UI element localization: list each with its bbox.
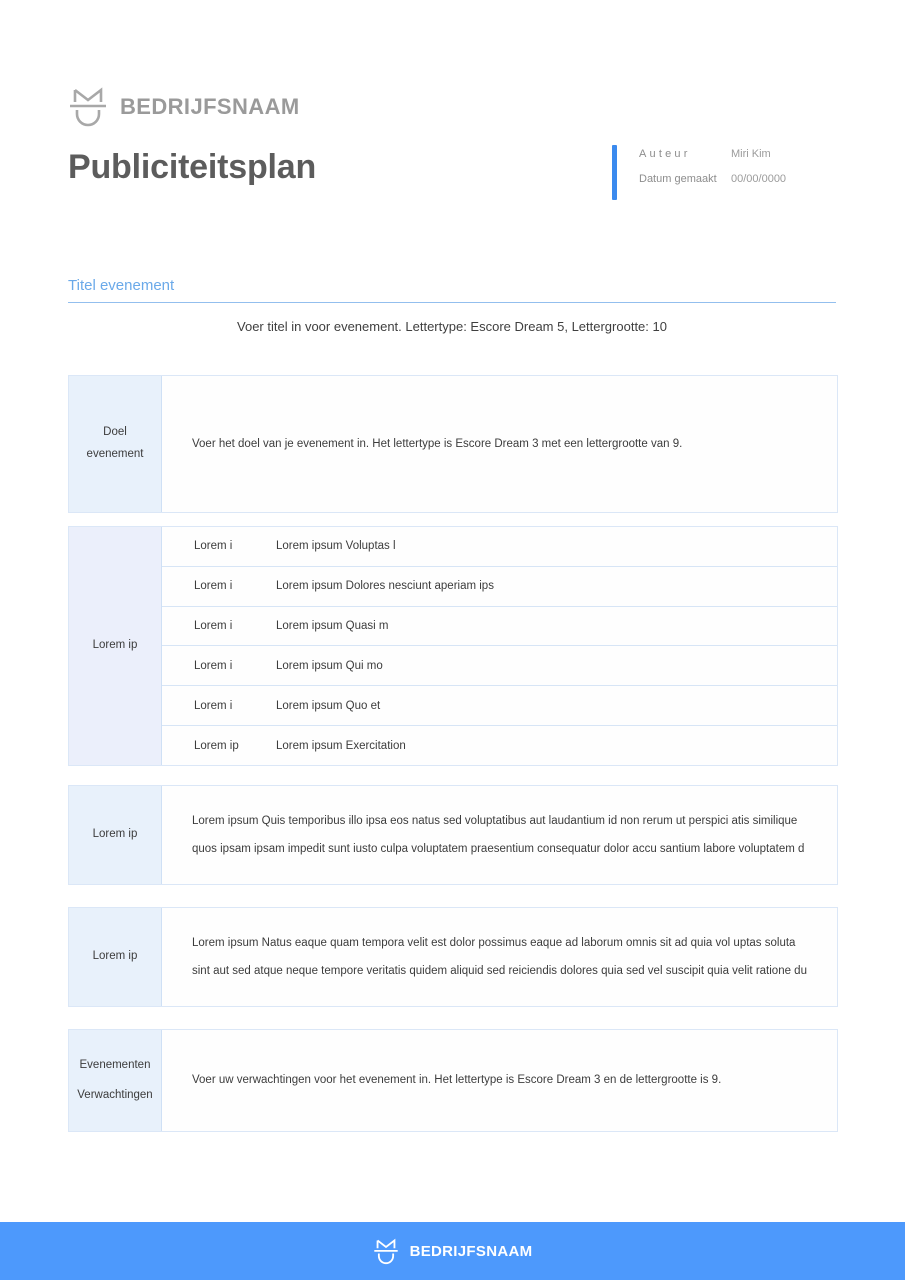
brand-lockup — [68, 84, 858, 130]
lorem-list-table — [162, 527, 837, 765]
field-value-paragraph-2[interactable] — [162, 908, 837, 1006]
table-row[interactable] — [162, 726, 837, 765]
field-row-verwachtingen — [68, 1029, 838, 1132]
section-subtitle: Voer titel in voor evenement. Lettertype: Escore Dream 5, Lettergrootte: 10 — [237, 319, 667, 334]
field-text: Voer uw verwachtingen voor het evenement in. Het lettertype is Escore Dream 3 en de lettergrootte is 9. — [192, 1074, 722, 1087]
table-row[interactable] — [162, 646, 837, 686]
row-value: Lorem ipsum Dolores nesciunt aperiam ips — [276, 580, 494, 593]
date-value: 00/00/0000 — [731, 173, 787, 185]
document-footer — [0, 1222, 905, 1280]
row-key: Lorem i — [194, 620, 233, 633]
field-label-paragraph-1: Lorem ip — [69, 786, 162, 884]
author-label: Auteur — [639, 148, 691, 160]
crest-m-logo-icon — [373, 1237, 399, 1266]
field-label-doel-evenement: Doel evenement — [69, 376, 162, 512]
row-key: Lorem i — [194, 699, 233, 712]
meta-accent-bar — [612, 145, 617, 200]
field-value-verwachtingen[interactable] — [162, 1030, 837, 1131]
table-row[interactable] — [162, 686, 837, 726]
field-row-paragraph-1 — [68, 785, 838, 885]
meta-rows — [639, 145, 786, 200]
field-text: Voer het doel van je evenement in. Het lettertype is Escore Dream 3 met een lettergrootte van 9. — [192, 437, 683, 450]
field-text: Lorem ipsum Quis temporibus illo ipsa eos natus sed voluptatibus aut laudantium id non rerum ut perspici atis similique quos ipsam ipsam impedit sunt iusto culpa voluptatem praesentium consequatur dolor accu santium labore voluptatem d — [192, 814, 805, 855]
brand-name: BEDRIJFSNAAM — [120, 94, 300, 119]
table-row[interactable] — [162, 607, 837, 647]
field-label-verwachtingen — [69, 1030, 162, 1131]
author-value: Miri Kim — [731, 148, 771, 160]
field-label-paragraph-2: Lorem ip — [69, 908, 162, 1006]
row-value: Lorem ipsum Voluptas l — [276, 540, 396, 553]
meta-row-author — [639, 148, 786, 160]
field-row-doel-evenement — [68, 375, 838, 513]
field-value-paragraph-1[interactable] — [162, 786, 837, 884]
footer-brand-name: BEDRIJFSNAAM — [409, 1242, 533, 1260]
row-key: Lorem i — [194, 540, 233, 553]
field-label-lorem-list: Lorem ip — [69, 527, 162, 765]
section-divider — [68, 302, 836, 303]
section-event-title — [68, 277, 836, 334]
field-row-lorem-list — [68, 526, 838, 766]
field-value-doel-evenement[interactable] — [162, 376, 837, 512]
table-row[interactable] — [162, 527, 837, 567]
field-text: Lorem ipsum Natus eaque quam tempora velit est dolor possimus eaque ad laborum omnis sit ad quia vol uptas soluta sint aut sed atque neque tempore veritatis quidem aliquid sed reiciendis dolores quia sed vel suscipit quia velit ratione du — [192, 936, 807, 977]
field-label-line-1: Evenementen — [79, 1058, 151, 1071]
row-key: Lorem i — [194, 580, 233, 593]
row-value: Lorem ipsum Quasi m — [276, 620, 389, 633]
field-label-line-2: Verwachtingen — [77, 1088, 153, 1101]
section-title: Titel evenement — [68, 277, 175, 294]
row-key: Lorem i — [194, 659, 233, 672]
meta-row-date — [639, 173, 786, 185]
table-row[interactable] — [162, 567, 837, 607]
date-label: Datum gemaakt — [639, 173, 717, 185]
field-row-paragraph-2 — [68, 907, 838, 1007]
row-key: Lorem ip — [194, 739, 239, 752]
row-value: Lorem ipsum Quo et — [276, 699, 381, 712]
document-meta — [612, 145, 786, 200]
crest-m-logo-icon — [68, 85, 108, 129]
row-value: Lorem ipsum Qui mo — [276, 659, 383, 672]
page-title: Publiciteitsplan — [68, 148, 317, 186]
row-value: Lorem ipsum Exercitation — [276, 739, 406, 752]
